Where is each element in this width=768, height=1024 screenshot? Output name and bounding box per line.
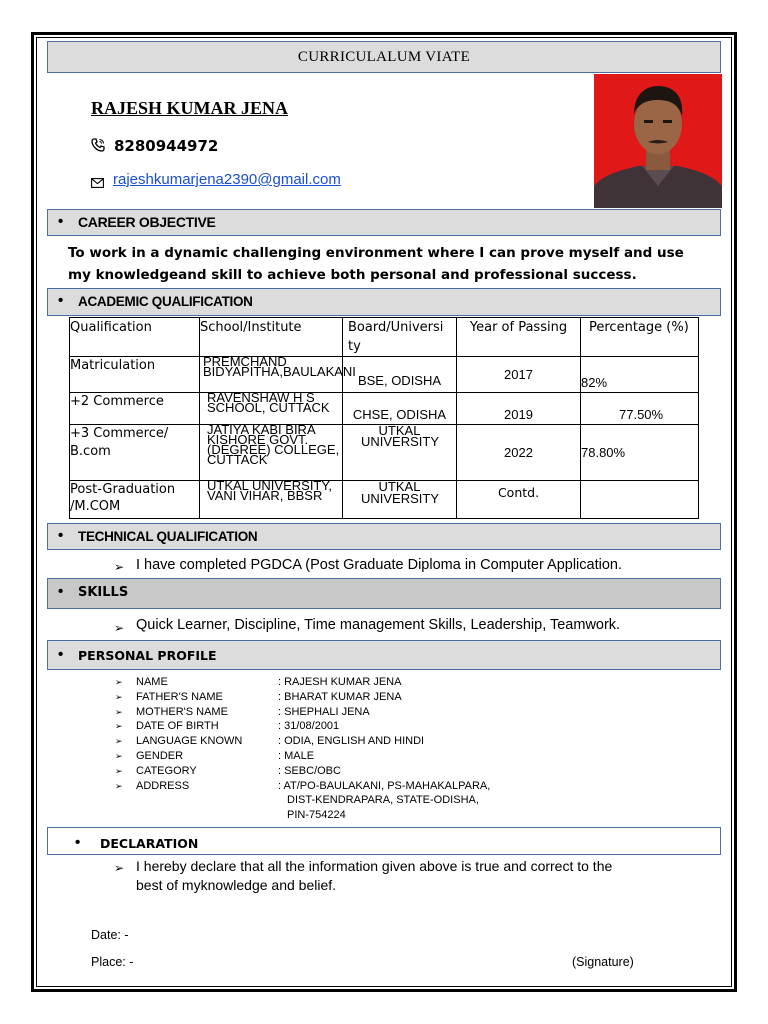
section-technical: TECHNICAL QUALIFICATION	[78, 529, 258, 544]
email-link[interactable]: rajeshkumarjena2390@gmail.com	[113, 171, 341, 188]
personal-arrows	[115, 675, 123, 793]
cell-qualification: Post-Graduation /M.COM	[70, 481, 200, 519]
section-academic: ACADEMIC QUALIFICATION	[78, 294, 253, 309]
cell-percentage: 77.50%	[581, 393, 699, 425]
arrow-bullet-icon: ➢	[115, 780, 123, 791]
header-percentage: Percentage (%)	[581, 318, 699, 357]
cell-percentage: 82%	[581, 357, 699, 393]
cell-school: RAVENSHAW H S SCHOOL, CUTTACK	[200, 393, 343, 425]
technical-text: I have completed PGDCA (Post Graduate Diploma in Computer Application.	[136, 557, 622, 573]
arrow-bullet-icon: ➢	[115, 691, 123, 702]
arrow-bullet-icon: ➢	[115, 736, 123, 747]
signature-label: (Signature)	[572, 955, 634, 969]
table-row	[70, 425, 699, 481]
bullet-dot-icon: •	[58, 646, 64, 663]
cell-year: 2022	[457, 425, 581, 481]
candidate-name: RAJESH KUMAR JENA	[91, 98, 289, 118]
declaration-line-2: best of myknowledge and belief.	[136, 877, 337, 893]
cell-qualification: +3 Commerce/ B.com	[70, 425, 200, 481]
mail-icon	[91, 175, 104, 193]
personal-value: : MALE	[278, 749, 315, 762]
bullet-dot-icon: •	[75, 834, 81, 851]
personal-labels	[136, 675, 242, 793]
bullet-dot-icon: •	[58, 527, 64, 544]
personal-label: DATE OF BIRTH	[136, 720, 219, 733]
header-board: Board/Universi ty	[343, 318, 457, 357]
bullet-dot-icon: •	[58, 213, 64, 230]
cell-school: JATIYA KABI BIRA KISHORE GOVT.(DEGREE) COLLEGE, CUTTACK	[200, 425, 343, 481]
place-label: Place: -	[91, 955, 134, 969]
table-header-row	[70, 318, 699, 357]
cv-title: CURRICULALUM VIATE	[47, 41, 721, 73]
declaration-text	[136, 857, 612, 895]
personal-label: MOTHER'S NAME	[136, 705, 228, 718]
personal-value: : AT/PO-BAULAKANI, PS-MAHAKALPARA,	[278, 779, 491, 792]
academic-table	[69, 317, 699, 519]
arrow-bullet-icon: ➢	[115, 706, 123, 717]
cell-year: 2017	[457, 357, 581, 393]
cell-board: UTKAL UNIVERSITY	[343, 425, 457, 481]
cell-percentage	[581, 481, 699, 519]
profile-photo	[594, 74, 722, 208]
personal-label: ADDRESS	[136, 779, 190, 792]
personal-values	[278, 675, 490, 823]
cell-board: BSE, ODISHA	[343, 357, 457, 393]
cell-qualification: Matriculation	[70, 357, 200, 393]
arrow-bullet-icon: ➢	[115, 677, 123, 687]
cell-qualification: +2 Commerce	[70, 393, 200, 425]
arrow-bullet-icon: ➢	[115, 765, 123, 776]
personal-label: FATHER'S NAME	[136, 690, 223, 703]
arrow-bullet-icon: ➢	[114, 861, 125, 875]
section-career-objective: CAREER OBJECTIVE	[78, 214, 216, 230]
section-personal: PERSONAL PROFILE	[78, 648, 217, 663]
date-label: Date: -	[91, 928, 129, 942]
arrow-bullet-icon: ➢	[114, 560, 125, 574]
personal-label: NAME	[136, 676, 168, 688]
skills-text: Quick Learner, Discipline, Time management Skills, Leadership, Teamwork.	[136, 617, 621, 633]
bullet-dot-icon: •	[58, 583, 64, 600]
table-row	[70, 393, 699, 425]
table-row	[70, 357, 699, 393]
career-objective-text	[68, 242, 708, 286]
arrow-bullet-icon: ➢	[114, 621, 125, 635]
personal-label: LANGUAGE KNOWN	[136, 735, 243, 748]
objective-line-2: my knowledgeand skill to achieve both personal and professional success.	[68, 267, 637, 283]
cell-year: 2019	[457, 393, 581, 425]
arrow-bullet-icon: ➢	[115, 750, 123, 761]
personal-value: : BHARAT KUMAR JENA	[278, 690, 402, 703]
personal-value: : SEBC/OBC	[278, 764, 341, 777]
table-row	[70, 481, 699, 519]
cell-school: PREMCHAND BIDYAPITHA,BAULAKANI	[200, 357, 343, 393]
cell-school: UTKAL UNIVERSITY, VANI VIHAR, BBSR	[200, 481, 343, 519]
personal-label: GENDER	[136, 749, 184, 762]
section-declaration: DECLARATION	[100, 836, 199, 851]
arrow-bullet-icon: ➢	[115, 721, 123, 732]
section-skills: SKILLS	[78, 585, 129, 600]
personal-value: : SHEPHALI JENA	[278, 705, 370, 718]
declaration-line-1: I hereby declare that all the information given above is true and correct to the	[136, 858, 613, 874]
objective-line-1: To work in a dynamic challenging environment where I can prove myself and use	[68, 245, 684, 261]
header-qualification: Qualification	[70, 318, 200, 357]
personal-value: : ODIA, ENGLISH AND HINDI	[278, 735, 425, 748]
cell-year: Contd.	[457, 481, 581, 519]
bullet-dot-icon: •	[58, 292, 64, 309]
header-year: Year of Passing	[457, 318, 581, 357]
cell-board: UTKAL UNIVERSITY	[343, 481, 457, 519]
skills-bar	[47, 578, 721, 609]
phone-number: 8280944972	[114, 137, 219, 155]
personal-value: : RAJESH KUMAR JENA	[278, 676, 402, 688]
personal-label: CATEGORY	[136, 764, 197, 777]
personal-value: : 31/08/2001	[278, 720, 340, 733]
header-school: School/Institute	[200, 318, 343, 357]
phone-icon	[91, 138, 105, 157]
address-line-2: DIST-KENDRAPARA, STATE-ODISHA,	[287, 794, 479, 807]
address-line-3: PIN-754224	[287, 809, 346, 822]
cell-percentage: 78.80%	[581, 425, 699, 481]
cell-board: CHSE, ODISHA	[343, 393, 457, 425]
